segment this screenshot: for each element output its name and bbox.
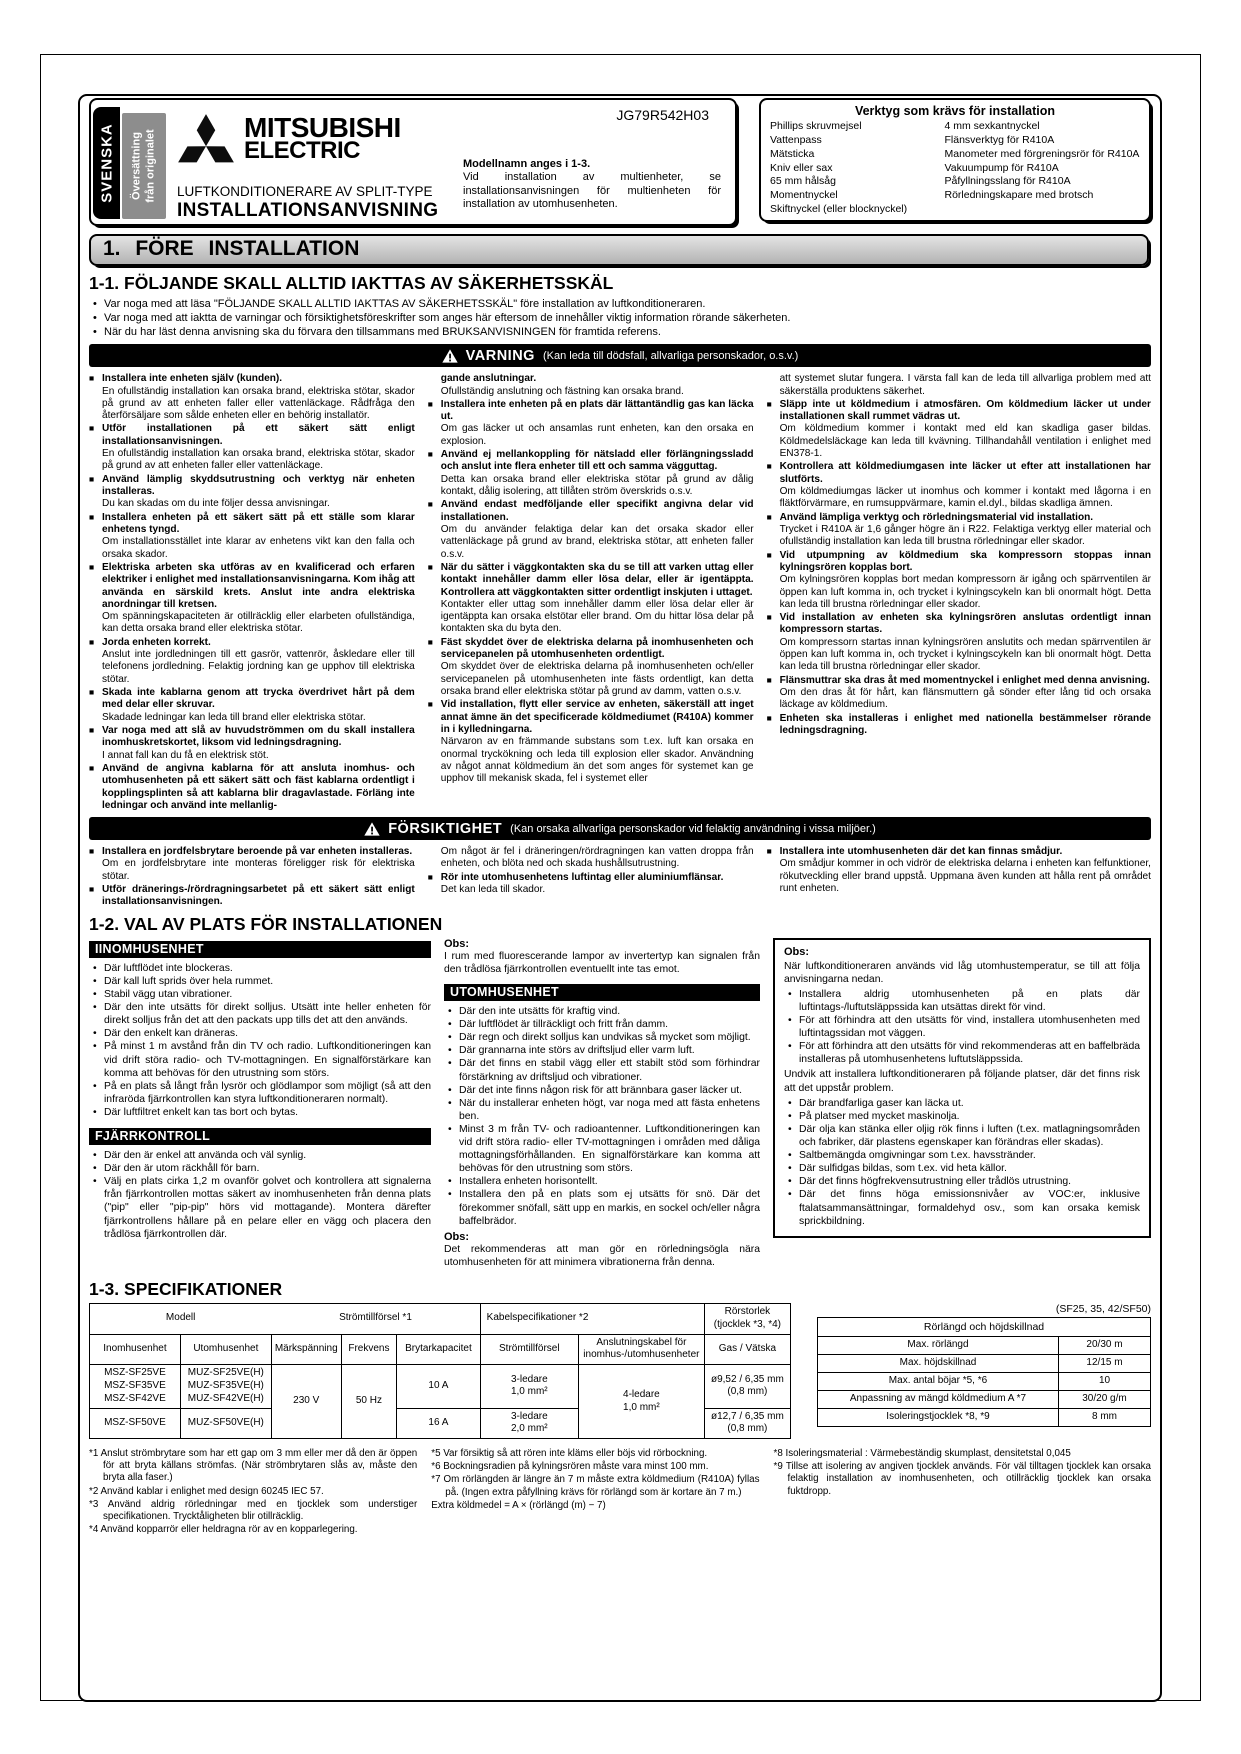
- placement-item: • Där det inte finns någon risk för att brännbara gaser läcker ut.: [444, 1084, 760, 1097]
- square-bullet-icon: ■: [427, 699, 433, 710]
- square-bullet-icon: ■: [89, 511, 95, 522]
- avoid-place-item: • Där det finns höga emissionsnivåer av VOC:er, inklusive ftalatsammansättningar, formaldehyd osv., som kan orsaka kemisk sprickbildning.: [784, 1188, 1140, 1227]
- caution-item: [767, 846, 1151, 895]
- spec-indoor-models-2: MSZ-SF50VE: [90, 1408, 181, 1439]
- warning-col-2: [428, 373, 754, 813]
- model-note-body: Vid installation av multienheter, se installationsanvisningen för multienheten för installation av utomhusenheten.: [463, 171, 721, 211]
- warning-item: [89, 725, 415, 762]
- spec-supply-value-2: 3-ledare 2,0 mm²: [480, 1408, 578, 1439]
- caution-icon: [364, 822, 380, 836]
- translation-line-1: Översättning: [130, 132, 143, 200]
- warning-item-title: Utför installationen på ett säkert sätt enligt installationsanvisningen.: [102, 423, 415, 447]
- spec-header-connection-cable: Anslutningskabel för inomhus-/utomhusenheter: [578, 1334, 704, 1365]
- note-body: I rum med fluorescerande lampor av invertertyp kan signalen från den trådlösa fjärrkontrollen eventuellt inte tas emot.: [444, 950, 760, 975]
- safety-intro-item: • Var noga med att iaktta de varningar och försiktighetsföreskrifter som anges här eftersom de innehåller viktig information rörande säkerheten.: [89, 311, 1151, 325]
- warning-item-title: Installera inte enheten på en plats där lättantändlig gas kan läcka ut.: [440, 398, 754, 423]
- square-bullet-icon: ■: [89, 473, 95, 484]
- caution-item-body: Om en jordfelsbrytare inte monteras föreligger risk för elektriska stötar.: [102, 858, 415, 882]
- caution-item: [428, 872, 754, 897]
- square-bullet-icon: ■: [766, 511, 772, 522]
- placement-item: • Där regn och direkt solljus kan undvikas så mycket som möjligt.: [444, 1031, 760, 1044]
- tool-item: Momentnyckel: [770, 189, 838, 202]
- placement-item: • Stabil vägg utan vibrationer.: [89, 988, 431, 1001]
- tool-item: Manometer med förgreningsrör för R410A: [944, 147, 1140, 160]
- safety-intro-item: • Var noga med att läsa "FÖLJANDE SKALL ALLTID IAKTTAS AV SÄKERHETSSKÄL" före installation av luftkonditioneraren.: [89, 297, 1151, 311]
- avoid-place-item: • På platser med mycket maskinolja.: [784, 1110, 1140, 1123]
- avoid-place-item: • Där det finns högfrekvensutrustning eller trådlös utrustning.: [784, 1175, 1140, 1188]
- square-bullet-icon: ■: [766, 674, 772, 685]
- warning-item-title: Skada inte kablarna genom att trycka överdrivet hårt på dem med delar eller skruvar.: [102, 687, 415, 711]
- pipe-row-value: 12/15 m: [1059, 1354, 1151, 1372]
- square-bullet-icon: ■: [766, 612, 772, 623]
- remote-control-heading: FJÄRRKONTROLL: [89, 1128, 431, 1145]
- footnote-item: *9 Tillse att isolering av angiven tjocklek används. För väl tilltagen tjocklek kan orsaka felaktig installation av inomhusenheten, och otillräcklig tjocklek kan orsaka fuktdropp.: [773, 1461, 1151, 1497]
- footnote-item: *1 Anslut strömbrytare som har ett gap om 3 mm eller mer då den är öppen för att bryta källans strömfas. (När strömbrytaren slås av, måste den bryta alla faser.): [89, 1448, 418, 1484]
- tools-box: [759, 98, 1151, 222]
- avoid-places-intro: Undvik att installera luftkonditioneraren på följande platser, där det finns risk att det uppstår problem.: [784, 1069, 1140, 1094]
- placement-item: • Där luftflödet inte blockeras.: [89, 962, 431, 975]
- caution-item-title: Installera inte utomhusenheten där det kan finnas smådjur.: [779, 846, 1063, 858]
- warning-item-title: gande anslutningar.: [440, 373, 537, 385]
- warning-item-title: Vid installation, flytt eller service av enheten, säkerställ att inget annat ämne än det specificerade köldmediumet (R410A) kommer in i kylledningarna.: [440, 699, 754, 735]
- pipe-table-row: [818, 1372, 1151, 1390]
- warning-item: [89, 763, 415, 812]
- footnote-item: *7 Om rörlängden är längre än 7 m måste extra köldmedium (R410A) fyllas på. (Ingen extra påfyllning krävs för rörlängd som är kortare än 7 m.): [431, 1474, 760, 1498]
- warning-item-body: Om kylningsrören kopplas bort medan kompressorn är igång och spärrventilen är öppen kan luft komma in, och trycket i kylningscykeln kan bli onormalt högt. Detta kan leda till brustna rörledningar eller skador.: [779, 574, 1151, 610]
- low-temp-list: [784, 988, 1140, 1067]
- warning-item: [428, 637, 754, 699]
- warning-item-title: Vid installation av enheten ska kylningsrören anslutas ordentligt innan kompressorn startas.: [779, 612, 1151, 636]
- avoid-places-list: [784, 1097, 1140, 1228]
- square-bullet-icon: ■: [427, 398, 433, 409]
- model-note-title: Modellnamn anges i 1-3.: [463, 158, 591, 170]
- placement-col-middle: [444, 938, 760, 1269]
- main-frame: [78, 94, 1162, 1702]
- warning-item: [89, 373, 415, 422]
- low-temp-item: • Installera aldrig utomhusenheten på en plats där luftintags-/luftutsläppssida kan utsättas direkt för vind.: [784, 988, 1140, 1014]
- square-bullet-icon: ■: [427, 636, 433, 647]
- placement-item: • Där den inte utsätts för direkt solljus. Utsätt inte heller enheten för direkt solljus från det att den packats upp tills det att den används.: [89, 1001, 431, 1027]
- square-bullet-icon: ■: [427, 449, 433, 460]
- placement-item: • Där kall luft sprids över hela rummet.: [89, 975, 431, 988]
- avoid-place-item: • Saltbemängda omgivningar som t.ex. havsstränder.: [784, 1149, 1140, 1162]
- spec-supply-value-1: 3-ledare 1,0 mm²: [480, 1365, 578, 1408]
- warning-item: [428, 499, 754, 561]
- tool-item: Flänsverktyg för R410A: [944, 133, 1055, 146]
- warning-item-body: Ofullständig anslutning och fästning kan orsaka brand.: [440, 385, 684, 397]
- pipe-length-table-wrap: [817, 1303, 1151, 1427]
- warning-item-body: Om skyddet över de elektriska delarna på inomhusenheten och/eller servicepanelen på utomhusenheten inte fästs ordentligt, kan detta orsaka brand eller elektriska stötar på grund av damm, vatten o.s.v.: [440, 661, 754, 698]
- square-bullet-icon: ■: [427, 499, 433, 510]
- tool-item: Rörledningskapare med brotsch: [944, 189, 1094, 202]
- caution-item: [428, 846, 754, 871]
- caution-item-title: Utför dränerings-/rördragningsarbetet på ett säkert sätt enligt installationsanvisningen.: [102, 884, 415, 908]
- spec-frequency-value: 50 Hz: [341, 1365, 397, 1439]
- placement-item: • Där luftflödet är tillräckligt och fritt från damm.: [444, 1018, 760, 1031]
- pipe-table-header-row: [818, 1318, 1151, 1337]
- pipe-row-label: Max. höjdskillnad: [818, 1354, 1059, 1372]
- outdoor-unit-heading: UTOMHUSENHET: [444, 984, 760, 1001]
- warning-item-body: En ofullständig installation kan orsaka brand, elektriska stötar, skador på grund av att enheten faller eller vattenläckage. Rådfråga den återförsäljare som sålde enheten eller en behörig installatör.: [102, 385, 415, 422]
- doc-title: INSTALLATIONSANVISNING: [177, 200, 439, 221]
- avoid-place-item: • Där brandfarliga gaser kan läcka ut.: [784, 1097, 1140, 1110]
- caution-bar: [89, 817, 1151, 840]
- spec-pipe-value-1: ø9,52 / 6,35 mm (0,8 mm): [704, 1365, 790, 1408]
- language-tab: [93, 107, 120, 219]
- indoor-placement-list: [89, 962, 431, 1119]
- warning-item-title: Installera inte enheten själv (kunden).: [102, 373, 283, 385]
- spec-table: [89, 1303, 791, 1439]
- tool-item: Mätsticka: [770, 147, 815, 160]
- warning-item: [428, 699, 754, 785]
- warning-item-body: Trycket i R410A är 1,6 gånger högre än i R22. Felaktiga verktyg eller material och ofullständig installation kan leda till brustna rörledningar eller skador.: [779, 523, 1151, 548]
- warning-item-title: Elektriska arbeten ska utföras av en kvalificerad och erfaren elektriker i enlighet med installationsanvisningarna. Kom ihåg att använda en särskild krets. Anslut inte andra elektriska anordningar till kretsen.: [102, 561, 415, 610]
- pipe-table-row: [818, 1390, 1151, 1408]
- warning-item-body: Om den dras åt för hårt, kan flänsmuttern gå sönder efter lång tid och orsaka läckage av köldmedium.: [779, 687, 1151, 711]
- caution-columns: [89, 846, 1151, 910]
- caution-item-body: Om smådjur kommer in och vidrör de elektriska delarna i enheten kan felfunktioner, rökutveckling eller brand uppstå. Uppmana även kunden att hålla rent på området runt enheten.: [779, 858, 1151, 895]
- placement-col-right: [773, 938, 1151, 1269]
- brand-line-1: MITSUBISHI: [244, 111, 401, 143]
- placement-item: • Där den är utom räckhåll för barn.: [89, 1162, 431, 1175]
- warning-item: [767, 675, 1151, 712]
- tools-list-right: [945, 120, 1141, 217]
- footnote-col-3: [774, 1448, 1151, 1537]
- square-bullet-icon: ■: [89, 724, 95, 735]
- pipe-table-body: [818, 1336, 1151, 1426]
- warning-item: [89, 637, 415, 686]
- warning-item-title: Flänsmuttrar ska dras åt med momentnyckel i enlighet med denna anvisning.: [779, 674, 1150, 686]
- warning-item: [767, 713, 1151, 738]
- placement-item: • Installera enheten horisontellt.: [444, 1175, 760, 1188]
- tool-item: 65 mm hålsåg: [770, 175, 836, 188]
- specifications-row: [89, 1303, 1151, 1439]
- warning-item-title: Använd de angivna kablarna för att ansluta inomhus- och utomhusenheten på ett säkert sätt och fäst kablarna ordentligt i kopplingsplinten så att kablarna blir dragavlastade. Förläng inte ledningar och använd inte mellanlig-: [102, 762, 415, 811]
- warning-label: VARNING: [465, 347, 535, 364]
- warning-item: [428, 399, 754, 448]
- spec-voltage-value: 230 V: [271, 1365, 341, 1439]
- caution-col-3: [767, 846, 1151, 910]
- pipe-table-row: [818, 1408, 1151, 1426]
- language-tab-label: SVENSKA: [98, 123, 115, 203]
- section-1-3-title: 1-3. SPECIFIKATIONER: [89, 1279, 283, 1300]
- spec-connection-cable-value: 4-ledare 1,0 mm²: [578, 1365, 704, 1439]
- pipe-table-caption: (SF25, 35, 42/SF50): [1055, 1303, 1151, 1316]
- section-1-header-bar: [89, 234, 1149, 266]
- caution-item: [89, 884, 415, 909]
- caution-item-body: Om något är fel i dräneringen/rördragningen kan vatten droppa från enheten, och blöta ned och skada hushållsutrustning.: [440, 846, 754, 870]
- avoid-place-item: • Där sulfidgas bildas, som t.ex. vid heta källor.: [784, 1162, 1140, 1175]
- warning-item-body: Om installationsstället inte klarar av enhetens vikt kan den falla och orsaka skador.: [102, 536, 415, 560]
- warning-item-title: Fäst skyddet över de elektriska delarna på inomhusenheten och servicepanelen på utomhusenheten ordentligt.: [440, 636, 754, 661]
- warning-item-title: När du sätter i väggkontakten ska du se till att varken uttag eller kontakt innehåller damm eller lösa delar, eller är igentäppta. Kontrollera att väggkontakten sitter ordentligt inskjuten i uttaget.: [440, 561, 754, 598]
- footnote-item: *3 Använd aldrig rörledningar med en tjocklek som understiger specifikationen. Trycktåligheten blir otillräcklig.: [89, 1498, 418, 1522]
- note-title: Obs:: [444, 1230, 470, 1243]
- warning-item: [89, 512, 415, 561]
- warning-item-body: Anslut inte jordledningen till ett gasrör, vattenrör, åskledare eller till telefonens jordledning. Felaktig jordning kan ge upphov till elektriska stötar.: [102, 649, 415, 685]
- note-title: Obs:: [444, 937, 470, 950]
- spec-breaker-value-2: 16 A: [397, 1408, 480, 1439]
- tool-item: Vattenpass: [770, 133, 822, 146]
- warning-item-body: Du kan skadas om du inte följer dessa anvisningar.: [102, 498, 330, 510]
- footnotes: [89, 1448, 1151, 1537]
- square-bullet-icon: ■: [89, 762, 95, 773]
- spec-outdoor-models-1: MUZ-SF25VE(H) MUZ-SF35VE(H) MUZ-SF42VE(H): [180, 1365, 271, 1408]
- caution-item-title: Installera en jordfelsbrytare beroende på var enheten installeras.: [102, 846, 413, 858]
- square-bullet-icon: ■: [427, 871, 433, 882]
- warning-item-title: Vid utpumpning av köldmedium ska kompressorn stoppas innan kylningsrören kopplas bort.: [779, 549, 1151, 573]
- spec-header-power-group: Strömtillförsel *1: [271, 1304, 480, 1335]
- square-bullet-icon: ■: [766, 461, 772, 472]
- tools-columns: [770, 120, 1140, 217]
- low-temp-intro: När luftkonditioneraren används vid låg utomhustemperatur, se till att följa anvisningarna nedan.: [784, 960, 1140, 985]
- warning-item: [767, 373, 1151, 398]
- tool-item: Kniv eller sax: [770, 161, 833, 174]
- spec-header-voltage: Märkspänning: [271, 1334, 341, 1365]
- warning-item: [428, 449, 754, 498]
- safety-intro-item: • När du har läst denna anvisning ska du förvara den tillsammans med BRUKSANVISNINGEN för framtida referens.: [89, 325, 1151, 339]
- footnote-col-1: [89, 1448, 417, 1537]
- placement-item: • Där grannarna inte störs av driftsljud eller varm luft.: [444, 1044, 760, 1057]
- translation-tab-label: [130, 129, 159, 202]
- caution-item: [89, 846, 415, 883]
- warning-condition: (Kan leda till dödsfall, allvarliga personskador, o.s.v.): [542, 349, 799, 362]
- warning-item-title: Var noga med att slå av huvudströmmen om du skall installera inomhuskretskortet, liksom vid ledningsdragning.: [102, 724, 415, 749]
- square-bullet-icon: ■: [89, 423, 95, 434]
- square-bullet-icon: ■: [89, 884, 95, 895]
- pipe-table-header: Rörlängd och höjdskillnad: [818, 1318, 1151, 1337]
- warning-item: [89, 562, 415, 636]
- pipe-row-label: Isoleringstjocklek *8, *9: [818, 1408, 1059, 1426]
- low-temp-item: • För att förhindra att den utsätts för vind rekommenderas att en baffelbräda installeras på utomhusenhetens luftutsläppssida.: [784, 1040, 1140, 1066]
- placement-item: • Minst 3 m från TV- och radioantenner. Luftkonditioneringen kan vid drift störa radio- eller TV-mottagningen i områden med dåliga mottagningsförhållanden. En signalförstärkare kan komma att behövas för den utrustning som störs.: [444, 1123, 760, 1175]
- footnote-item: *4 Använd kopparrör eller heldragna rör av en kopparlegering.: [89, 1524, 358, 1536]
- square-bullet-icon: ■: [766, 712, 772, 723]
- pipe-row-value: 8 mm: [1059, 1408, 1151, 1426]
- warning-item: [767, 512, 1151, 549]
- spec-indoor-models-1: MSZ-SF25VE MSZ-SF35VE MSZ-SF42VE: [90, 1365, 181, 1408]
- footnote-item: *6 Bockningsradien på kylningsrören måste vara minst 100 mm.: [431, 1461, 709, 1473]
- tool-item: 4 mm sexkantnyckel: [944, 120, 1040, 132]
- warning-item-title: Enheten ska installeras i enlighet med nationella bestämmelser rörande ledningsdragning.: [779, 712, 1151, 736]
- note-title: Obs:: [784, 945, 810, 958]
- warning-col-1: [89, 373, 415, 813]
- pipe-row-label: Max. rörlängd: [818, 1336, 1059, 1354]
- warning-item-title: Jorda enheten korrekt.: [102, 636, 211, 648]
- warning-item-body: Om du använder felaktiga delar kan det orsaka skador eller vattenläckage på grund av brand, elektriska stötar, att enheten faller o.s.v.: [440, 523, 754, 560]
- spec-header-group-row: [90, 1304, 791, 1335]
- placement-item: • Där luftfiltret enkelt kan tas bort och bytas.: [89, 1106, 431, 1119]
- spec-data-row-1: [90, 1365, 791, 1408]
- square-bullet-icon: ■: [89, 373, 95, 384]
- square-bullet-icon: ■: [89, 636, 95, 647]
- low-temp-item: • För att förhindra att den utsätts för vind, installera utomhusenheten med luftintagssidan mot väggen.: [784, 1014, 1140, 1040]
- warning-item-title: Släpp inte ut köldmedium i atmosfären. Om köldmedium läcker ut under installationen skall rummet vädras ut.: [779, 398, 1151, 423]
- warning-item: [767, 612, 1151, 674]
- pipe-row-value: 10: [1059, 1372, 1151, 1390]
- placement-item: • Där den enkelt kan dräneras.: [89, 1027, 431, 1040]
- warning-item: [767, 399, 1151, 461]
- pipe-row-value: 30/20 g/m: [1059, 1390, 1151, 1408]
- tools-list-left: [770, 120, 937, 217]
- square-bullet-icon: ■: [766, 549, 772, 560]
- brand-area: [177, 112, 401, 165]
- warning-item-body: Om gas läcker ut och ansamlas runt enheten, kan den orsaka en explosion.: [440, 423, 754, 447]
- spec-header-breaker: Brytarkapacitet: [397, 1334, 480, 1365]
- tool-item: Skiftnyckel (eller blocknyckel): [770, 203, 908, 216]
- spec-outdoor-models-2: MUZ-SF50VE(H): [180, 1408, 271, 1439]
- warning-item-title: Använd endast medföljande eller specifikt angivna delar vid installationen.: [440, 499, 754, 523]
- warning-item-title: Använd ej mellankoppling för nätsladd eller förlängningssladd och anslut inte flera enheter till ett och samma vägguttag.: [440, 449, 754, 473]
- warning-item-body: Detta kan orsaka brand eller elektriska stötar på grund av dålig kontakt, dålig isolering, att tillåten ström överskrids o.s.v.: [440, 473, 754, 498]
- pipe-row-value: 20/30 m: [1059, 1336, 1151, 1354]
- spec-subheader-row: [90, 1334, 791, 1365]
- placement-item: • Där det finns en stabil vägg eller ett stabilt stöd som förhindrar förstärkning av driftsljud och vibrationer.: [444, 1057, 760, 1083]
- doc-number: JG79R542H03: [616, 107, 709, 123]
- square-bullet-icon: ■: [89, 561, 95, 572]
- caution-condition: (Kan orsaka allvarliga personskador vid felaktig användning i vissa miljöer.): [510, 822, 876, 835]
- placement-item: • Där den inte utsätts för kraftig vind.: [444, 1005, 760, 1018]
- translation-line-2: från originalet: [145, 129, 157, 203]
- avoid-place-item: • Där olja kan stänka eller oljig rök finns i luften (t.ex. matlagningsområden och fabriker, där plastens egenskaper kan förändras eller skadas).: [784, 1123, 1140, 1149]
- outdoor-placement-list: [444, 1005, 760, 1228]
- warning-item: [767, 461, 1151, 510]
- spec-header-model: Modell: [90, 1304, 272, 1335]
- warning-bar: [89, 344, 1151, 367]
- pipe-row-label: Max. antal böjar *5, *6: [818, 1372, 1059, 1390]
- warning-item: [428, 562, 754, 636]
- spec-breaker-value-1: 10 A: [397, 1365, 480, 1408]
- tool-item: Phillips skruvmejsel: [770, 120, 862, 132]
- warning-item-body: Om kompressorn startas innan kylningsrören anslutits och medan spärrventilen är öppen kan luft komma in, och trycket i kylningscykeln kan bli onormalt högt. Detta kan leda till brustna rörledningar eller skador.: [779, 636, 1151, 673]
- warning-item-body: I annat fall kan du få en elektrisk stöt.: [102, 749, 269, 761]
- section-1-2-title: 1-2. VAL AV PLATS FÖR INSTALLATIONEN: [89, 913, 443, 934]
- placement-col-left: [89, 938, 431, 1269]
- note-body: Det rekommenderas att man gör en rörledningsögla nära utomhusenheten för att minimera vibrationerna från denna.: [444, 1243, 760, 1268]
- warning-item-body: Om spänningskapaciteten är otillräcklig eller elarbeten ofullständiga, kan detta orsaka brand eller elektriska stötar.: [102, 611, 415, 635]
- spec-header-outdoor: Utomhusenhet: [180, 1334, 271, 1365]
- indoor-unit-heading: IINOMHUSENHET: [89, 941, 431, 958]
- spec-header-indoor: Inomhusenhet: [90, 1334, 181, 1365]
- warning-icon: [442, 349, 458, 363]
- remote-placement-list: [89, 1149, 431, 1241]
- spec-header-supply: Strömtillförsel: [480, 1334, 578, 1365]
- spec-header-gas-liquid: Gas / Vätska: [704, 1334, 790, 1365]
- caution-col-2: [428, 846, 754, 910]
- square-bullet-icon: ■: [766, 846, 772, 857]
- square-bullet-icon: ■: [766, 398, 772, 409]
- footnote-col-2: [431, 1448, 759, 1537]
- tool-item: Vakuumpump för R410A: [944, 161, 1059, 174]
- tools-title: Verktyg som krävs för installation: [854, 104, 1056, 118]
- section-1-1-title: 1-1. FÖLJANDE SKALL ALLTID IAKTTAS AV SÄKERHETSSKÄL: [89, 273, 614, 293]
- tool-item: Påfyllningsslang för R410A: [944, 175, 1071, 188]
- brand-line-2: ELECTRIC: [244, 137, 360, 165]
- placement-columns: [89, 938, 1151, 1269]
- warning-item-body: Närvaron av en främmande substans som t.ex. luft kan orsaka en onormal tryckökning och leda till explosion eller skador. Användning av något annat köldmedium än det som anges för systemet kan ge upphov till mekanisk skada, fel i systemet eller: [440, 736, 754, 785]
- warning-item-body: att systemet slutar fungera. I värsta fall kan de leda till allvarliga problem med att säkerställa produktens säkerhet.: [779, 373, 1151, 397]
- warning-item-title: Använd lämpliga verktyg och rörledningsmaterial vid installation.: [779, 511, 1094, 523]
- placement-item: • Där den är enkel att använda och väl synlig.: [89, 1149, 431, 1162]
- mitsubishi-logo-icon: [177, 112, 235, 165]
- warning-item-body: Skadade ledningar kan leda till brand eller elektriska stötar.: [102, 711, 366, 723]
- pipe-table-row: [818, 1336, 1151, 1354]
- square-bullet-icon: ■: [89, 846, 95, 857]
- warning-item-title: Installera enheten på ett säkert sätt på ett ställe som klarar enhetens tyngd.: [102, 511, 415, 535]
- placement-item: • När du installerar enheten högt, var noga med att fästa enhetens ben.: [444, 1097, 760, 1123]
- spec-header-cable-group: Kabelspecifikationer *2: [480, 1304, 704, 1335]
- warning-item-title: Använd lämplig skyddsutrustning och verktyg när enheten installeras.: [102, 473, 415, 498]
- product-type: LUFTKONDITIONERARE AV SPLIT-TYPE: [177, 184, 433, 199]
- placement-item: • Välj en plats cirka 1,2 m ovanför golvet och kontrollera att signalerna från fjärrkontrollen mottas säkert av inomhusenheten från denna plats ("pip" eller "pip-pip" hörs vid mottagande). Montera därefter fjärrkontrollens hållare på en pelare eller en vägg och placera den trådlösa fjärrkontrollen där.: [89, 1175, 431, 1241]
- brand-name: [244, 111, 401, 165]
- placement-item: • På en plats så långt från lysrör och glödlampor som möjligt (så att den infraröda fjärrkontrollen kan styra luftkonditioneraren normalt).: [89, 1080, 431, 1106]
- caution-label: FÖRSIKTIGHET: [388, 820, 503, 837]
- placement-item: • Installera den på en plats som ej utsätts för snö. Där det förekommer snöfall, sätt upp en markis, en sockel och/eller några baffelbrädor.: [444, 1188, 760, 1227]
- footnote-item: *5 Var försiktig så att rören inte kläms eller böjs vid rörbockning.: [431, 1448, 708, 1460]
- warning-columns: [89, 373, 1151, 813]
- low-temperature-note-box: [773, 938, 1151, 1238]
- spec-pipe-value-2: ø12,7 / 6,35 mm (0,8 mm): [704, 1408, 790, 1439]
- header-box: [89, 98, 737, 226]
- warning-item-title: Kontrollera att köldmediumgasen inte läcker ut efter att installationen har slutförts.: [779, 461, 1151, 485]
- translation-tab: [122, 113, 166, 219]
- warning-item: [89, 423, 415, 472]
- caution-item-title: Rör inte utomhusenhetens luftintag eller aluminiumflänsar.: [440, 871, 724, 883]
- warning-item-body: Om köldmedium kommer i kontakt med eld kan skadliga gaser bildas. Köldmedelsläckage kan leda till kvävning. Tillhandahåll ventilation i enlighet med EN378-1.: [779, 423, 1151, 460]
- warning-item-body: En ofullständig installation kan orsaka brand, elektriska stötar, skador på grund av att enheten faller eller vattenläckage.: [102, 448, 415, 472]
- pipe-row-label: Anpassning av mängd köldmedium A *7: [818, 1390, 1059, 1408]
- pipe-length-table: [817, 1317, 1151, 1427]
- spec-header-pipe-size: Rörstorlek (tjocklek *3, *4): [704, 1304, 790, 1335]
- warning-item: [767, 550, 1151, 612]
- placement-item: • På minst 1 m avstånd från din TV och radio. Luftkonditioneringen kan vid drift störa radio- och TV-mottagningen. En signalförstärkare kan komma att behövas för den utrustning som störs.: [89, 1040, 431, 1079]
- footnote-item: Extra köldmedel = A × (rörlängd (m) − 7): [431, 1499, 606, 1511]
- pipe-table-row: [818, 1354, 1151, 1372]
- warning-item: [89, 474, 415, 511]
- model-note: [463, 158, 721, 212]
- header-row: [89, 98, 1151, 226]
- warning-item: [428, 373, 754, 398]
- warning-item-body: Kontakter eller uttag som innehåller damm eller lösa delar eller är igentäppta kan orsaka elstötar eller brand. Om du hittar lösa delar på kontakten ska du byta den.: [440, 598, 754, 635]
- square-bullet-icon: ■: [427, 561, 433, 572]
- safety-intro-list: [89, 297, 1151, 339]
- square-bullet-icon: ■: [89, 687, 95, 698]
- footnote-item: *8 Isoleringsmaterial : Värmebeständig skumplast, densitetstal 0,045: [773, 1448, 1071, 1460]
- spec-header-frequency: Frekvens: [341, 1334, 397, 1365]
- warning-col-3: [767, 373, 1151, 813]
- caution-col-1: [89, 846, 415, 910]
- warning-item: [89, 687, 415, 724]
- caution-item-body: Det kan leda till skador.: [440, 884, 546, 896]
- footnote-item: *2 Använd kablar i enlighet med design 60245 IEC 57.: [89, 1485, 324, 1497]
- warning-item-body: Om köldmediumgas läcker ut inomhus och kommer i kontakt med lågorna i en fläktförvärmare, en rumsuppvärmare, kamin el.dyl., bildas skadliga ämnen.: [779, 486, 1151, 510]
- section-1-title: 1. FÖRE INSTALLATION: [103, 237, 360, 260]
